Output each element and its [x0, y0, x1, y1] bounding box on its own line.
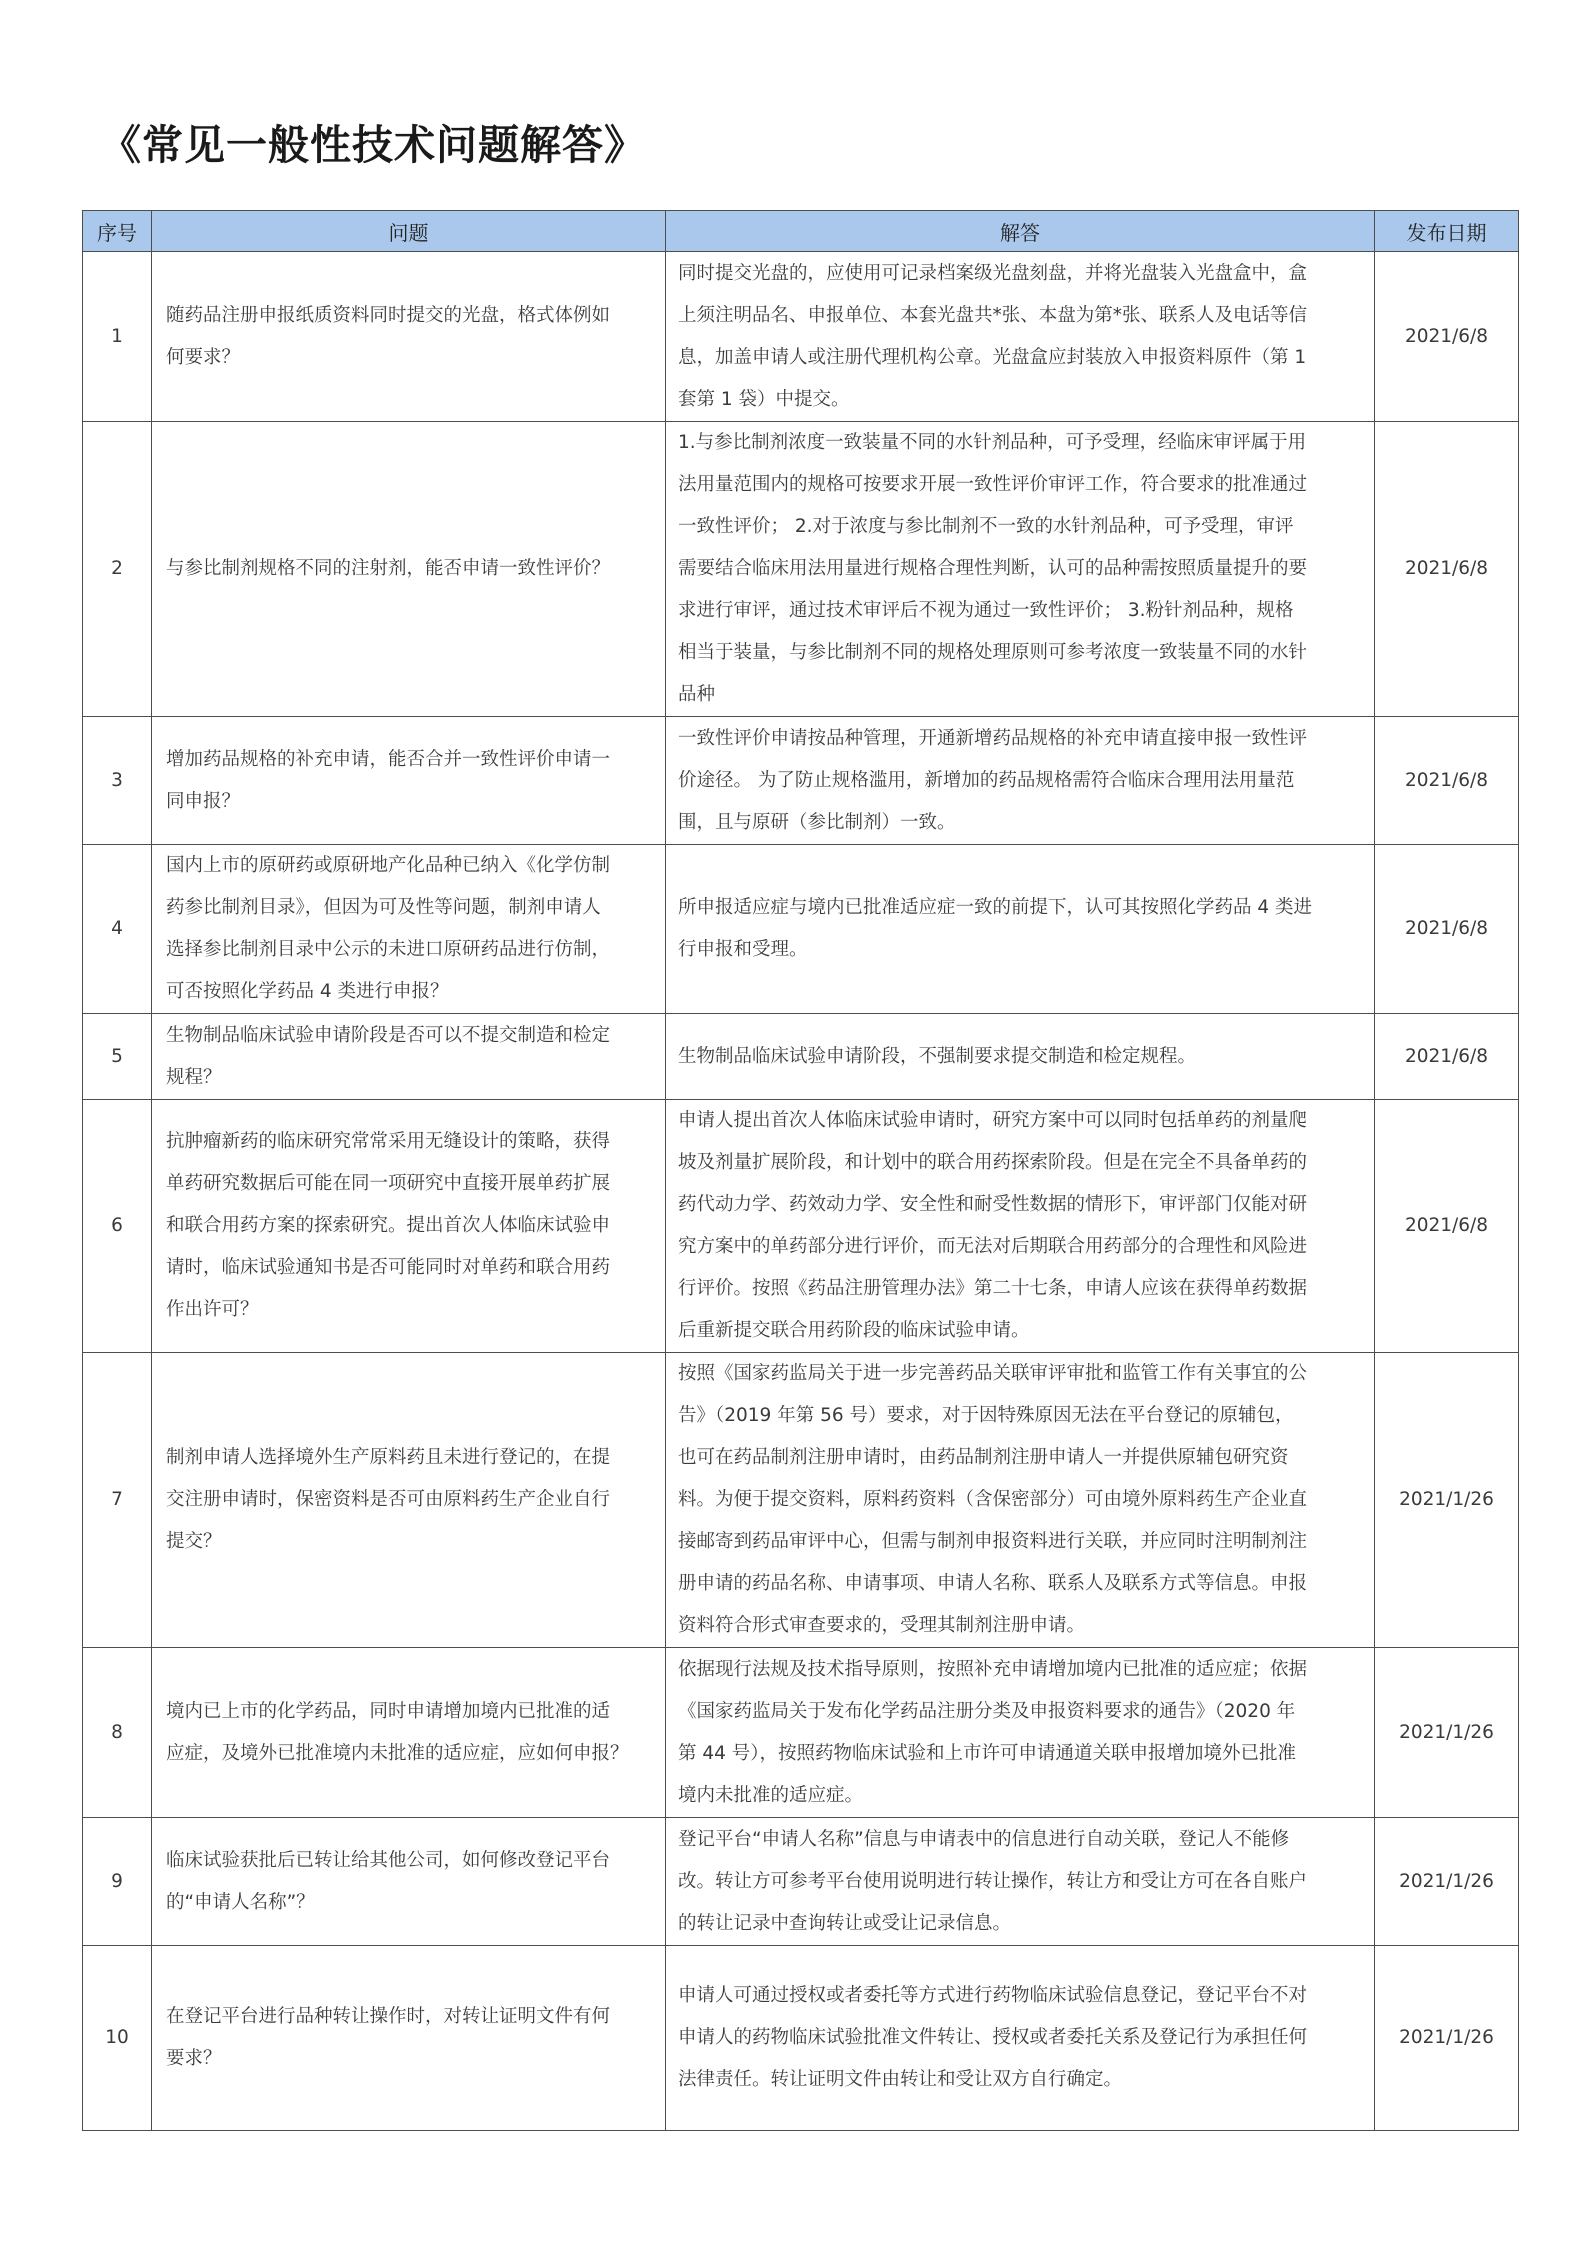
row-answer: 一致性评价申请按品种管理，开通新增药品规格的补充申请直接申报一致性评 价途径。 为了防止规格滥用，新增加的药品规格需符合临床合理用法用量范 围，且与原研（参比制剂）一致。 — [678, 727, 1308, 833]
row-index: 10 — [83, 1946, 152, 2131]
row-question: 国内上市的原研药或原研地产化品种已纳入《化学仿制 药参比制剂目录》，但因为可及性等问题，制剂申请人 选择参比制剂目录中公示的未进口原研药品进行仿制， 可否按照化学药品 4 类进行申报？ — [166, 855, 611, 1002]
table-header-row — [83, 211, 1519, 252]
row-answer: 依据现行法规及技术指导原则，按照补充申请增加境内已批准的适应症；依据 《国家药监局关于发布化学药品注册分类及申报资料要求的通告》（2020 年 第 44 号），按照药物临床试验和上市许可申请通道关联申报增加境外已批准 境内未批准的适应症。 — [678, 1658, 1308, 1806]
table-row — [83, 252, 1519, 422]
row-answer: 所申报适应症与境内已批准适应症一致的前提下，认可其按照化学药品 4 类进 行申报和受理。 — [678, 897, 1313, 960]
row-answer: 申请人提出首次人体临床试验申请时，研究方案中可以同时包括单药的剂量爬 坡及剂量扩展阶段，和计划中的联合用药探索阶段。但是在完全不具备单药的 药代动力学、药效动力学、安全性和耐受性数据的情形下，审评部门仅能对研 究方案中的单药部分进行评价，而无法对后期联合用药部分的合理性和风险进 行评价。按照《药品注册管理办法》第二十七条，申请人应该在获得单药数据 后重新提交联合用药阶段的临床试验申请。 — [678, 1110, 1308, 1341]
row-answer: 同时提交光盘的，应使用可记录档案级光盘刻盘，并将光盘装入光盘盒中，盒 上须注明品名、申报单位、本套光盘共*张、本盘为第*张、联系人及电话等信 息，加盖申请人或注册代理机构公章。光盘盒应封装放入申报资料原件（第 1 套第 1 袋）中提交。 — [678, 262, 1308, 410]
table-row — [83, 1014, 1519, 1100]
row-question: 随药品注册申报纸质资料同时提交的光盘，格式体例如 何要求？ — [166, 304, 611, 368]
row-date: 2021/6/8 — [1375, 845, 1519, 1014]
row-date: 2021/1/26 — [1375, 1648, 1519, 1818]
table-row — [83, 717, 1519, 845]
row-date: 2021/6/8 — [1375, 1100, 1519, 1353]
table-row — [83, 1100, 1519, 1353]
row-date: 2021/6/8 — [1375, 717, 1519, 845]
table-row — [83, 1946, 1519, 2131]
row-index: 5 — [83, 1014, 152, 1100]
header-answer: 解答 — [666, 211, 1375, 252]
header-index: 序号 — [83, 211, 152, 252]
table-row — [83, 1353, 1519, 1648]
row-answer: 1.与参比制剂浓度一致装量不同的水针剂品种，可予受理，经临床审评属于用 法用量范围内的规格可按要求开展一致性评价审评工作，符合要求的批准通过 一致性评价； 2.对于浓度与参比制剂不一致的水针剂品种，可予受理，审评 需要结合临床用法用量进行规格合理性判断，认可的品种需按照质量提升的要 求进行审评，通过技术审评后不视为通过一致性评价； 3.粉针剂品种，规格 相当于装量，与参比制剂不同的规格处理原则可参考浓度一致装量不同的水针 品种 — [678, 432, 1308, 705]
row-index: 8 — [83, 1648, 152, 1818]
row-index: 3 — [83, 717, 152, 845]
row-question: 制剂申请人选择境外生产原料药且未进行登记的，在提 交注册申请时，保密资料是否可由原料药生产企业自行 提交？ — [166, 1447, 611, 1552]
row-question: 在登记平台进行品种转让操作时，对转让证明文件有何 要求？ — [166, 2006, 611, 2069]
row-date: 2021/1/26 — [1375, 1946, 1519, 2131]
faq-table — [82, 210, 1519, 2131]
row-question: 抗肿瘤新药的临床研究常常采用无缝设计的策略，获得 单药研究数据后可能在同一项研究中直接开展单药扩展 和联合用药方案的探索研究。提出首次人体临床试验申 请时，临床试验通知书是否可能同时对单药和联合用药 作出许可？ — [166, 1131, 611, 1320]
row-question: 与参比制剂规格不同的注射剂，能否申请一致性评价？ — [166, 558, 611, 579]
row-date: 2021/6/8 — [1375, 422, 1519, 717]
row-date: 2021/1/26 — [1375, 1818, 1519, 1946]
row-question: 增加药品规格的补充申请，能否合并一致性评价申请一 同申报？ — [166, 748, 611, 812]
header-date: 发布日期 — [1375, 211, 1519, 252]
row-index: 2 — [83, 422, 152, 717]
header-question: 问题 — [152, 211, 666, 252]
row-question: 生物制品临床试验申请阶段是否可以不提交制造和检定 规程？ — [166, 1024, 611, 1088]
row-date: 2021/6/8 — [1375, 1014, 1519, 1100]
row-index: 7 — [83, 1353, 152, 1648]
table-row — [83, 1818, 1519, 1946]
row-question: 境内已上市的化学药品，同时申请增加境内已批准的适 应症，及境外已批准境内未批准的适应症，应如何申报？ — [166, 1700, 629, 1764]
row-question: 临床试验获批后已转让给其他公司，如何修改登记平台 的“申请人名称”？ — [166, 1849, 611, 1913]
row-index: 4 — [83, 845, 152, 1014]
row-answer: 申请人可通过授权或者委托等方式进行药物临床试验信息登记，登记平台不对 申请人的药物临床试验批准文件转让、授权或者委托关系及登记行为承担任何 法律责任。转让证明文件由转让和受让双方自行确定。 — [678, 1985, 1308, 2090]
row-answer: 登记平台“申请人名称”信息与申请表中的信息进行自动关联，登记人不能修 改。转让方可参考平台使用说明进行转让操作，转让方和受让方可在各自账户 的转让记录中查询转让或受让记录信息。 — [678, 1828, 1308, 1934]
row-index: 9 — [83, 1818, 152, 1946]
page-title: 《常见一般性技术问题解答》 — [100, 121, 646, 169]
row-index: 1 — [83, 252, 152, 422]
row-date: 2021/6/8 — [1375, 252, 1519, 422]
table-row — [83, 422, 1519, 717]
row-index: 6 — [83, 1100, 152, 1353]
table-row — [83, 845, 1519, 1014]
table-row — [83, 1648, 1519, 1818]
row-date: 2021/1/26 — [1375, 1353, 1519, 1648]
row-answer: 生物制品临床试验申请阶段，不强制要求提交制造和检定规程。 — [678, 1045, 1197, 1067]
row-answer: 按照《国家药监局关于进一步完善药品关联审评审批和监管工作有关事宜的公 告》（2019 年第 56 号）要求，对于因特殊原因无法在平台登记的原辅包， 也可在药品制剂注册申请时，由药品制剂注册申请人一并提供原辅包研究资 料。为便于提交资料，原料药资料（含保密部分）可由境外原料药生产企业直 接邮寄到药品审评中心，但需与制剂申报资料进行关联，并应同时注明制剂注 册申请的药品名称、申请事项、申请人名称、联系人及联系方式等信息。申报 资料符合形式审查要求的，受理其制剂注册申请。 — [678, 1363, 1308, 1636]
